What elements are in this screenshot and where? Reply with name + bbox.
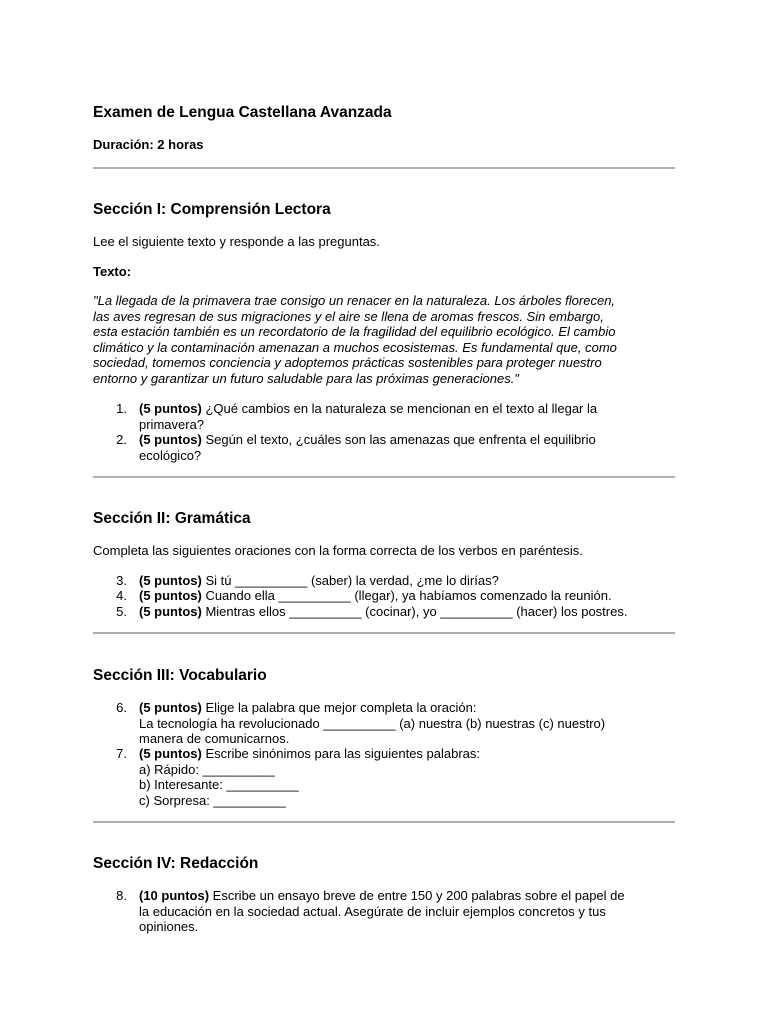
section-3-title: Sección III: Vocabulario bbox=[93, 667, 267, 684]
section-1-intro: Lee el siguiente texto y responde a las preguntas. bbox=[93, 234, 380, 249]
question-points: (5 puntos) bbox=[139, 746, 202, 761]
divider bbox=[93, 167, 675, 169]
texto-label: Texto: bbox=[93, 264, 132, 279]
question-points: (5 puntos) bbox=[139, 573, 202, 588]
question-text: Elige la palabra que mejor completa la oración: bbox=[201, 700, 477, 715]
question-text: Escribe sinónimos para las siguientes palabras: bbox=[201, 746, 481, 761]
question-number: 6. bbox=[116, 700, 127, 715]
question-text-cont: La tecnología ha revolucionado __________ (a) nuestra (b) nuestras (c) nuestro) bbox=[139, 715, 606, 731]
synonym-item: a) Rápido: __________ bbox=[139, 761, 275, 777]
question-number: 8. bbox=[116, 888, 127, 903]
passage-line: las aves regresan de sus migraciones y el aire se llena de aromas frescos. Sin embargo, bbox=[93, 308, 604, 324]
question-text-cont: opiniones. bbox=[139, 919, 199, 934]
question-text-cont: manera de comunicarnos. bbox=[139, 731, 290, 746]
passage-line: entorno y garantizar un futuro saludable para las próximas generaciones." bbox=[93, 370, 519, 386]
exam-duration: Duración: 2 horas bbox=[93, 137, 204, 152]
question-number: 5. bbox=[116, 604, 127, 619]
exam-title: Examen de Lengua Castellana Avanzada bbox=[93, 104, 392, 121]
question-text: Según el texto, ¿cuáles son las amenazas que enfrenta el equilibrio bbox=[201, 432, 596, 447]
section-2-intro: Completa las siguientes oraciones con la forma correcta de los verbos en paréntesis. bbox=[93, 543, 583, 558]
question-text: Mientras ellos __________ (cocinar), yo __________ (hacer) los postres. bbox=[201, 604, 628, 619]
question-number: 2. bbox=[116, 432, 127, 447]
question-points: (5 puntos) bbox=[139, 700, 202, 715]
divider bbox=[93, 821, 675, 823]
passage-line: climático y la contaminación amenazan a muchos ecosistemas. Es fundamental que, como bbox=[93, 339, 617, 355]
divider bbox=[93, 476, 675, 478]
question-text-cont: primavera? bbox=[139, 416, 205, 432]
divider bbox=[93, 632, 675, 634]
question-number: 1. bbox=[116, 401, 127, 416]
question-text: ¿Qué cambios en la naturaleza se mencionan en el texto al llegar la bbox=[201, 401, 598, 416]
question-number: 3. bbox=[116, 573, 127, 588]
synonym-item: b) Interesante: __________ bbox=[139, 777, 299, 792]
question-points: (5 puntos) bbox=[139, 401, 202, 416]
section-1-title: Sección I: Comprensión Lectora bbox=[93, 201, 331, 218]
question-number: 4. bbox=[116, 588, 127, 603]
question-text-cont: la educación en la sociedad actual. Asegúrate de incluir ejemplos concretos y tus bbox=[139, 903, 606, 919]
passage-line: "La llegada de la primavera trae consigo un renacer en la naturaleza. Los árboles florecen, bbox=[93, 293, 616, 308]
question-text: Cuando ella __________ (llegar), ya habíamos comenzado la reunión. bbox=[201, 588, 612, 603]
question-text: Escribe un ensayo breve de entre 150 y 200 palabras sobre el papel de bbox=[209, 888, 625, 903]
section-4-title: Sección IV: Redacción bbox=[93, 855, 259, 872]
question-points: (10 puntos) bbox=[139, 888, 210, 903]
question-points: (5 puntos) bbox=[139, 604, 202, 619]
reading-passage bbox=[93, 293, 675, 386]
section-2-title: Sección II: Gramática bbox=[93, 510, 251, 527]
passage-line: esta estación también es un recordatorio de la fragilidad del equilibrio ecológico. El cambio bbox=[93, 324, 616, 339]
passage-line: sociedad, tomemos conciencia y adoptemos prácticas sostenibles para proteger nuestro bbox=[93, 355, 602, 370]
synonym-item: c) Sorpresa: __________ bbox=[139, 792, 286, 808]
question-points: (5 puntos) bbox=[139, 432, 202, 447]
question-number: 7. bbox=[116, 746, 127, 761]
question-text: Si tú __________ (saber) la verdad, ¿me lo dirías? bbox=[201, 573, 499, 588]
question-text-cont: ecológico? bbox=[139, 447, 202, 463]
question-points: (5 puntos) bbox=[139, 588, 202, 603]
